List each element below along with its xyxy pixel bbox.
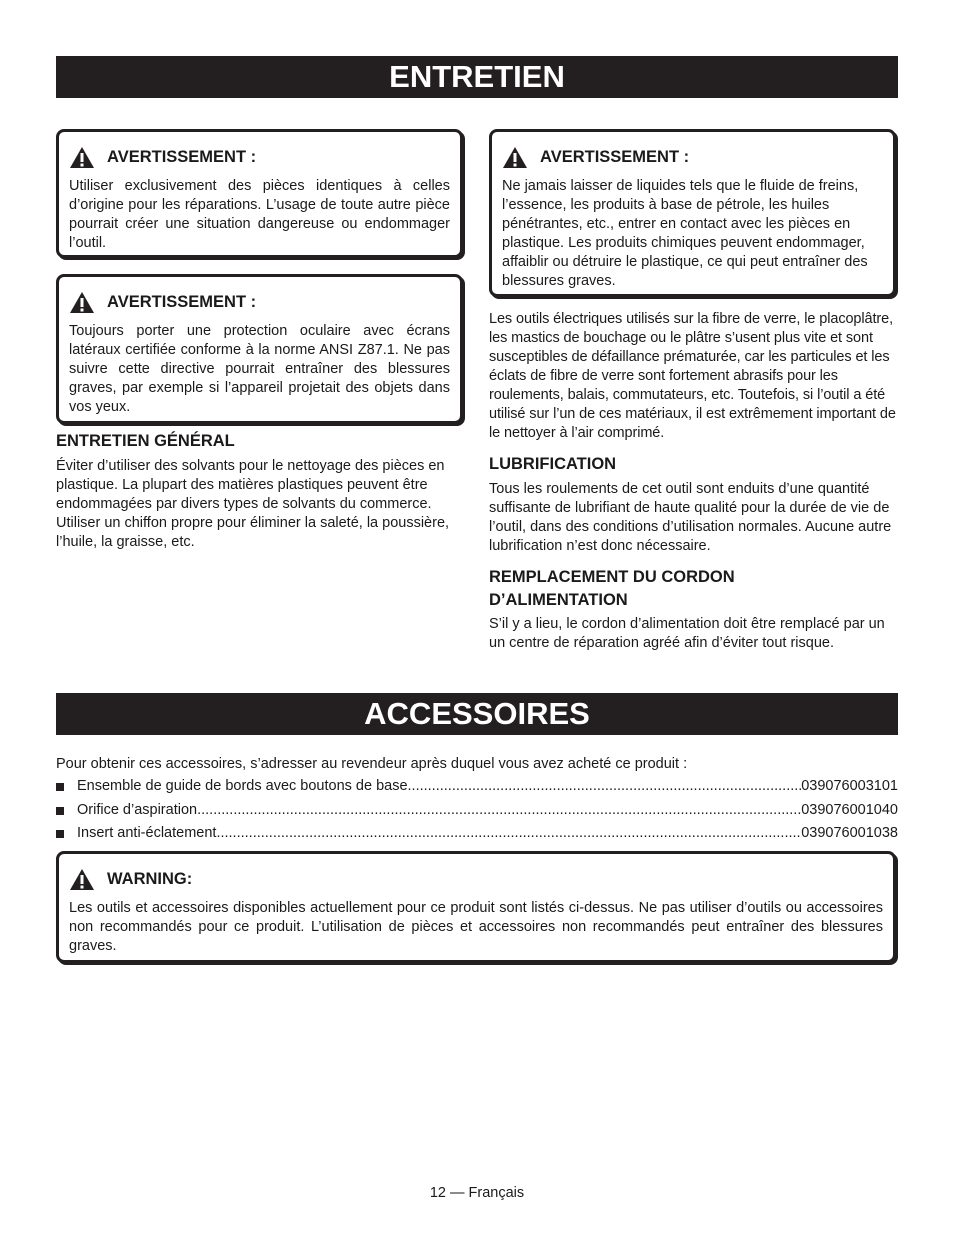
accessory-code: 039076003101 <box>801 778 898 794</box>
accessory-name: Ensemble de guide de bords avec boutons de base <box>77 778 408 794</box>
warning-box-original-parts <box>56 129 463 258</box>
paragraph-entretien-general: Éviter d’utiliser des solvants pour le nettoyage des pièces en plastique. La plupart des matières plastiques peuvent être endommagées par divers types de solvants du commerce. Utiliser un chiffon propre pour éliminer la saleté, la poussière, l’huile, la graisse, etc. <box>56 458 450 550</box>
warning-label: AVERTISSEMENT : <box>540 148 690 166</box>
warning-text: Les outils et accessoires disponibles actuellement pour ce produit sont listés ci-dessus. Ne pas utiliser d’outils ou accessoires non recommandés pour ce produit. L’utilisation de pièces et accessoires non recommandés peut entraîner des blessures graves. <box>69 900 883 954</box>
heading-line-2: D’ALIMENTATION <box>489 591 628 609</box>
warning-header <box>69 291 450 314</box>
warning-text: Toujours porter une protection oculaire avec écrans latéraux certifiée conforme à la norme ANSI Z87.1. Ne pas suivre cette directive pourrait entraîner des blessures graves, par exemple si l’appareil projetait des objets dans vos yeux. <box>69 323 450 415</box>
warning-text: Utiliser exclusivement des pièces identiques à celles d’origine pour les réparations. L’usage de toute autre pièce pourrait créer une situation dangereuse ou endommager l’outil. <box>69 178 450 251</box>
page-footer: 12 — Français <box>429 1185 525 1201</box>
heading-lubrification: LUBRIFICATION <box>489 455 617 473</box>
warning-triangle-icon <box>69 291 95 314</box>
bullet-square-icon <box>56 807 64 815</box>
accessory-code: 039076001040 <box>801 802 898 818</box>
accessory-name: Insert anti-éclatement <box>77 825 217 841</box>
accessory-code: 039076001038 <box>801 825 898 841</box>
paragraph-accessoires-intro: Pour obtenir ces accessoires, s’adresser au revendeur après duquel vous avez acheté ce produit : <box>56 756 688 772</box>
list-item <box>56 799 898 822</box>
warning-triangle-icon <box>69 868 95 891</box>
accessory-name: Orifice d’aspiration <box>77 802 198 818</box>
section-title-entretien: ENTRETIEN <box>56 56 898 98</box>
bullet-square-icon <box>56 830 64 838</box>
section-title-accessoires: ACCESSOIRES <box>56 693 898 735</box>
warning-header <box>69 146 450 169</box>
list-item <box>56 822 898 845</box>
paragraph-lubrification: Tous les roulements de cet outil sont enduits d’une quantité suffisante de lubrifiant de haute qualité pour la durée de vie de l’outil, dans des conditions d’utilisation normales. Aucune autre lubrification n’est donc nécessaire. <box>489 481 892 554</box>
warning-text: Ne jamais laisser de liquides tels que le fluide de freins, l’essence, les produits à base de pétrole, les huiles pénétrantes, etc., entrer en contact avec les pièces en plastique. Les produits chimiques peuvent endommager, affaiblir ou détruire le plastique, ce qui peut entraîner des blessures graves. <box>502 178 868 289</box>
warning-triangle-icon <box>69 146 95 169</box>
warning-label: AVERTISSEMENT : <box>107 148 257 166</box>
warning-label: AVERTISSEMENT : <box>107 293 257 311</box>
list-item <box>56 775 898 798</box>
warning-triangle-icon <box>502 146 528 169</box>
dot-leader <box>408 775 802 798</box>
bullet-square-icon <box>56 783 64 791</box>
dot-leader <box>197 799 801 822</box>
warning-box-accessories <box>56 851 896 963</box>
warning-box-liquids <box>489 129 896 297</box>
dot-leader <box>216 822 801 845</box>
heading-remplacement-cordon <box>489 566 896 612</box>
heading-entretien-general: ENTRETIEN GÉNÉRAL <box>56 432 235 450</box>
warning-box-eye-protection <box>56 274 463 424</box>
paragraph-fiberglass: Les outils électriques utilisés sur la fibre de verre, le placoplâtre, les mastics de bouchage ou le plâtre s’usent plus vite et sont susceptibles de défaillance prématurée, car les particules et les éclats de fibre de verre sont fortement abrasifs pour les roulements, balais, commutateurs, etc. Toutefois, si l’outil a été utilisé sur l’un de ces matériaux, il est extrêmement important de le nettoyer à l’air comprimé. <box>489 311 896 441</box>
heading-line-1: REMPLACEMENT DU CORDON <box>489 568 735 586</box>
warning-label: WARNING: <box>107 870 193 888</box>
warning-header <box>69 868 883 891</box>
paragraph-remplacement-cordon: S’il y a lieu, le cordon d’alimentation doit être remplacé par un un centre de réparation agréé afin d’éviter tout risque. <box>489 616 885 651</box>
warning-header <box>502 146 883 169</box>
